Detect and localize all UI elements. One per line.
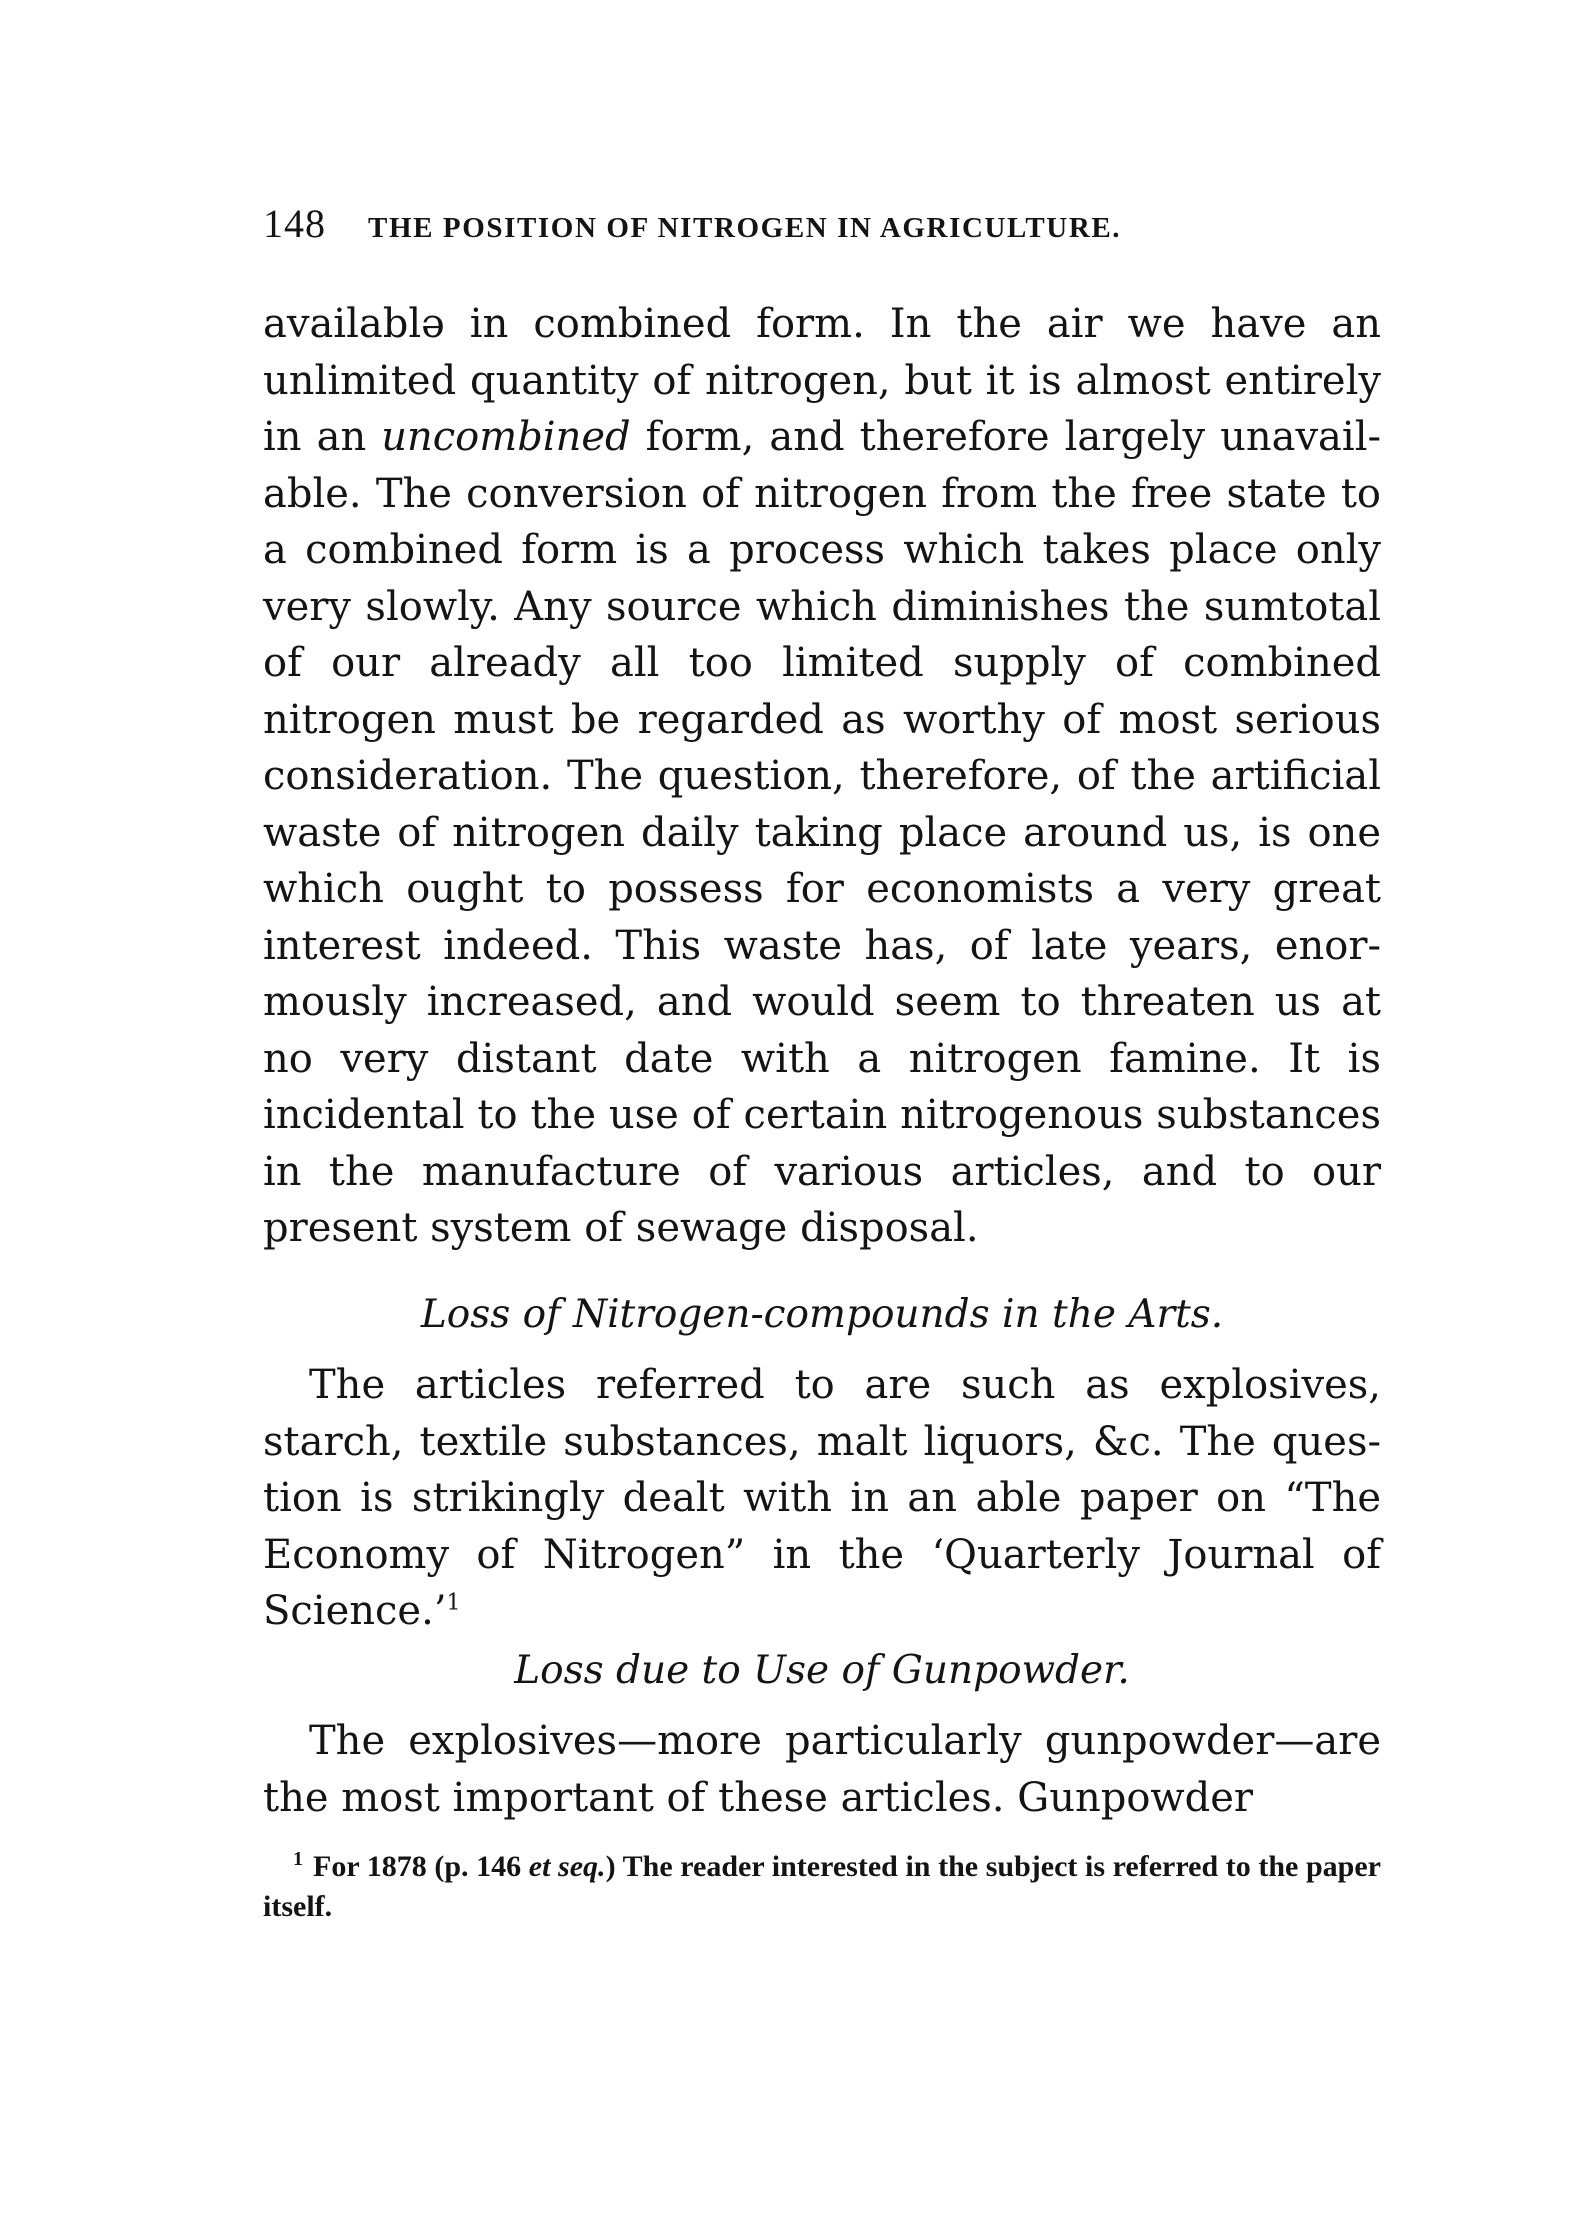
body-paragraph-3 bbox=[263, 1713, 1381, 1826]
footnote-text: For 1878 (p. 146 bbox=[313, 1850, 529, 1883]
footnote-emphasis: et seq. bbox=[528, 1850, 606, 1883]
paragraph-text: form, and therefore largely unavailable. The conversion of nitrogen from the free state to a combined form is a process which takes place only very slowly. Any source which diminishes the sumtotal of our already all too limited supply of combined nitrogen must be regarded as worthy of most serious consideration. The question, therefore, of the artificial waste of nitrogen daily taking place around us, is one which ought to possess for economists a very great interest indeed. This waste has, of late years, enormously increased, and would seem to threaten us at no very distant date with a nitrogen famine. It is incidental to the use of certain nitrogenous substances in the manufacture of various articles, and to our present system of sewage disposal. bbox=[263, 414, 1382, 1251]
paragraph-text: availablə in combined form. In the air we have an unlimited quantity of nitrogen, but it is almost entirely in an bbox=[263, 301, 1381, 460]
footnote-text: ) The reader interested in the subject is referred to the paper itself. bbox=[263, 1850, 1381, 1923]
heading-text: Loss bbox=[420, 1292, 523, 1337]
heading-text: of bbox=[522, 1292, 561, 1337]
running-head bbox=[263, 200, 1383, 260]
footnote-marker: 1 bbox=[293, 1848, 303, 1870]
paragraph bbox=[263, 296, 1381, 1257]
page-number: 148 bbox=[263, 201, 326, 246]
paragraph-text: The explosives—more particularly gunpowder—are the most important of these articles. Gunpowder bbox=[263, 1718, 1381, 1821]
footnote-reference: 1 bbox=[446, 1590, 461, 1616]
section-heading-gunpowder: Loss due to Use of Gunpowder. bbox=[514, 1648, 1130, 1693]
body-paragraph-2 bbox=[263, 1357, 1381, 1640]
heading-text: Nitrogen-compounds in the Arts. bbox=[560, 1292, 1224, 1337]
section-heading-arts bbox=[263, 1292, 1381, 1337]
footnote bbox=[263, 1839, 1381, 1927]
paragraph bbox=[263, 1357, 1381, 1640]
paragraph-text: The articles referred to are such as explosives, starch, textile substances, malt liquors, &c. The question is strikingly dealt with in an able paper on “The Economy of Nitrogen” in the ‘Quarterly Journal of Science.’ bbox=[263, 1362, 1381, 1634]
body-paragraph-1 bbox=[263, 296, 1381, 1257]
running-title: THE POSITION OF NITROGEN IN AGRICULTURE. bbox=[368, 212, 1122, 244]
italic-emphasis: uncombined bbox=[381, 414, 631, 460]
paragraph bbox=[263, 1713, 1381, 1826]
